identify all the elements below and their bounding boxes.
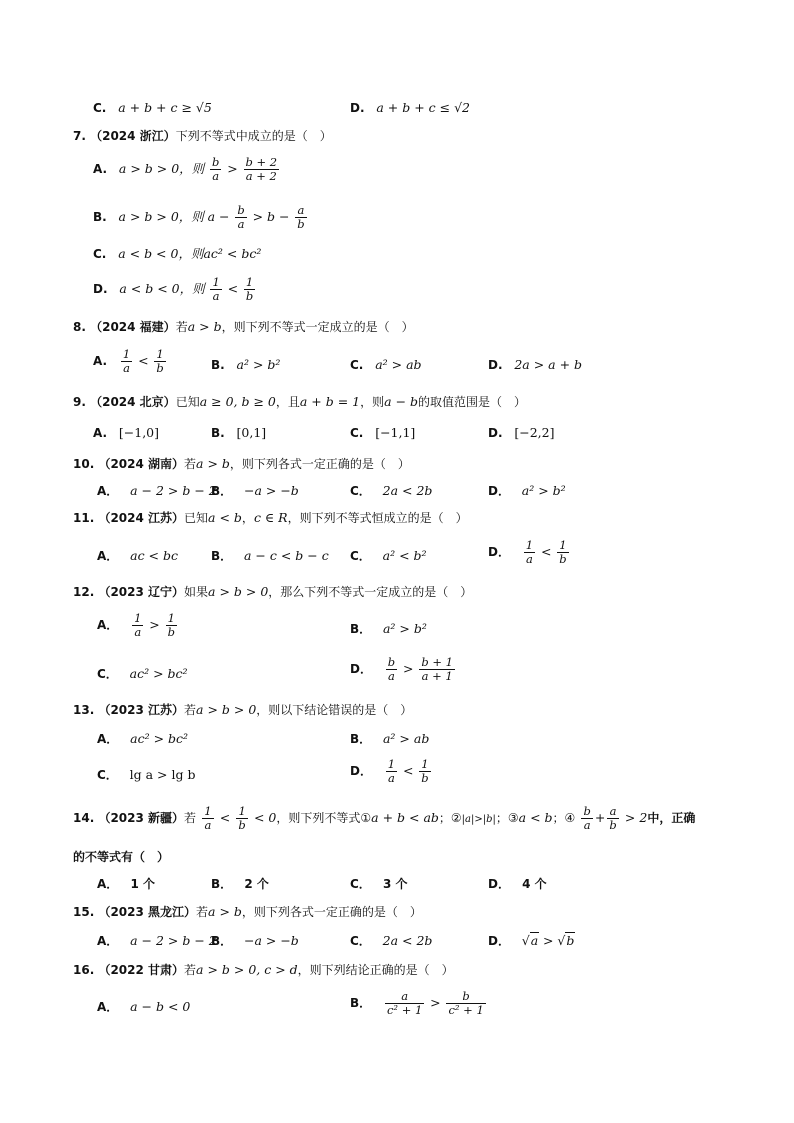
- option-label: D．: [488, 877, 510, 891]
- q14-option-a[interactable]: [97, 876, 155, 892]
- fraction: $\frac{b}{\text{c² + 1}}$: [448, 989, 484, 1017]
- option-expression: ac² > bc²: [129, 666, 188, 681]
- question-text: 若: [184, 457, 197, 471]
- fraction: $\frac{b}{a}$: [237, 203, 245, 231]
- question-source: （2022 甘肃）: [98, 963, 185, 977]
- option-expression: [−1,1]: [375, 425, 416, 440]
- fraction: $\frac{1}{a}$: [134, 611, 142, 639]
- q14-option-c[interactable]: [350, 876, 408, 892]
- q8-option-a[interactable]: [93, 348, 168, 375]
- question-text: 的取值范围是（ ）: [418, 395, 527, 409]
- fraction: $\frac{1}{b}$: [421, 757, 429, 785]
- question-text: ，则下列不等式恒成立的是（ ）: [287, 511, 468, 525]
- question-8-stem: [73, 319, 414, 335]
- option-label: C.: [93, 247, 107, 261]
- question-text: ；④: [552, 811, 576, 825]
- question-number: 14.: [73, 811, 95, 825]
- q7-option-b[interactable]: [93, 204, 309, 231]
- option-label: A．: [97, 732, 119, 746]
- question-text: 若: [184, 963, 197, 977]
- question-math: a > b > 0: [196, 702, 257, 717]
- q11-option-b[interactable]: [211, 548, 329, 564]
- option-label: C．: [97, 768, 118, 782]
- q15-option-d[interactable]: [488, 933, 575, 949]
- option-expression: a + b + c ≥ √5: [118, 100, 212, 115]
- question-math: a < b: [208, 510, 242, 525]
- question-12-stem: [73, 584, 472, 600]
- question-source: （2024 湖南）: [98, 457, 185, 471]
- fraction: $\frac{1}{b}$: [238, 804, 246, 832]
- fraction: $\frac{a}{b}$: [297, 203, 305, 231]
- q13-option-c[interactable]: [97, 767, 195, 783]
- relation: <: [540, 544, 552, 559]
- relation: <: [227, 281, 239, 296]
- q8-option-c[interactable]: [350, 357, 422, 373]
- option-expression: [0,1]: [236, 425, 267, 440]
- question-text: ，则下列结论正确的是（ ）: [297, 963, 454, 977]
- relation: >: [149, 617, 160, 632]
- question-text: ，则下列不等式一定成立的是（ ）: [221, 320, 414, 334]
- relation: > 2: [624, 810, 648, 825]
- sqrt-icon: √: [521, 933, 530, 948]
- q6-option-d[interactable]: [350, 100, 470, 116]
- option-label: D.: [488, 426, 503, 440]
- option-expression: 2a < 2b: [382, 933, 433, 948]
- q8-option-b[interactable]: [211, 357, 280, 373]
- relation: >: [543, 933, 554, 948]
- question-text: ，: [241, 511, 254, 525]
- option-text: 3 个: [383, 877, 408, 891]
- fraction: $\frac{b}{a}$: [387, 655, 396, 683]
- option-expression: 2a < 2b: [382, 483, 433, 498]
- option-label: A.: [93, 426, 108, 440]
- question-text: 已知: [184, 511, 209, 525]
- question-math: c ∈ R: [253, 510, 288, 525]
- option-condition: a < b < 0，则: [119, 281, 205, 296]
- fraction: $\frac{1}{b}$: [245, 275, 254, 303]
- statement-2: |a|>|b|: [461, 814, 496, 825]
- option-label: C.: [350, 426, 364, 440]
- q9-option-d[interactable]: [488, 425, 554, 441]
- option-label: D.: [350, 101, 365, 115]
- question-text: ，且: [275, 395, 300, 409]
- q13-option-b[interactable]: [350, 731, 429, 747]
- question-number: 11.: [73, 511, 95, 525]
- option-expression: a + b + c ≤ √2: [376, 100, 470, 115]
- option-label: C.: [93, 101, 107, 115]
- question-text: 如果: [184, 585, 209, 599]
- question-text: 已知: [175, 395, 200, 409]
- fraction: $\frac{a}{\text{c² + 1}}$: [386, 989, 423, 1017]
- option-label: B．: [350, 732, 372, 746]
- question-text: 若: [175, 320, 188, 334]
- radicand: a: [530, 933, 539, 948]
- option-text: 2 个: [244, 877, 269, 891]
- option-expression: 2a > a + b: [514, 357, 583, 372]
- q9-option-b[interactable]: [211, 425, 266, 441]
- option-label: B.: [93, 210, 107, 224]
- option-expression: ac² > bc²: [130, 731, 189, 746]
- question-math: a > b: [208, 904, 242, 919]
- question-source: （2024 浙江）: [90, 129, 176, 143]
- relation: >: [403, 661, 414, 676]
- question-text: 下列不等式中成立的是（ ）: [175, 129, 332, 143]
- question-text: 中，正确: [647, 811, 696, 825]
- option-label: A．: [97, 934, 119, 948]
- option-label: C．: [350, 549, 371, 563]
- option-label: D．: [488, 934, 510, 948]
- fraction: $\frac{1}{a}$: [122, 347, 131, 375]
- option-expression: −a > −b: [243, 483, 299, 498]
- question-text: ，则以下结论错误的是（ ）: [256, 703, 413, 717]
- option-label: C.: [350, 358, 364, 372]
- question-16-stem: [73, 962, 454, 978]
- sqrt-icon: √: [557, 933, 566, 948]
- option-label: B.: [211, 358, 225, 372]
- question-math: a > b: [187, 319, 222, 334]
- expression-part: a −: [207, 209, 230, 224]
- relation: <: [402, 763, 414, 778]
- fraction: $\frac{a}{b}$: [609, 804, 617, 832]
- question-number: 13.: [73, 703, 95, 717]
- option-expression: [−2,2]: [514, 425, 555, 440]
- q7-option-c[interactable]: [93, 246, 261, 262]
- option-label: B．: [350, 622, 372, 636]
- fraction: $\frac{1}{b}$: [167, 611, 175, 639]
- q11-option-d[interactable]: [488, 539, 571, 566]
- option-label: D．: [488, 484, 510, 498]
- q14-option-d[interactable]: [488, 876, 547, 892]
- q16-option-a[interactable]: [97, 999, 190, 1015]
- option-condition: a > b > 0，则: [118, 161, 205, 176]
- question-number: 12.: [73, 585, 95, 599]
- q7-option-a[interactable]: [93, 156, 281, 183]
- question-7-stem: [73, 128, 332, 144]
- q10-option-b[interactable]: [211, 483, 299, 499]
- option-expression: a² > b²: [521, 483, 566, 498]
- question-number: 7.: [73, 129, 86, 143]
- q12-option-a[interactable]: [97, 612, 179, 639]
- q13-option-a[interactable]: [97, 731, 188, 747]
- q13-option-d[interactable]: [350, 758, 433, 785]
- option-label: A．: [97, 877, 119, 891]
- option-label: C．: [350, 877, 371, 891]
- relation: +: [594, 810, 606, 825]
- question-text: ，则下列各式一定正确的是（ ）: [241, 905, 422, 919]
- option-label: D．: [350, 662, 372, 676]
- q7-option-d[interactable]: [93, 276, 257, 303]
- question-14-stem: [73, 805, 695, 832]
- relation: >: [430, 995, 441, 1010]
- question-text: ，则下列不等式①: [276, 811, 372, 825]
- question-math: a + b = 1: [299, 394, 361, 409]
- option-expression: a² > b²: [382, 621, 427, 636]
- q12-option-b[interactable]: [350, 621, 427, 637]
- question-number: 8.: [73, 320, 86, 334]
- option-expression: ac < bc: [130, 548, 179, 563]
- relation: <: [219, 810, 231, 825]
- option-label: B.: [211, 426, 225, 440]
- question-13-stem: [73, 702, 412, 718]
- question-source: （2024 福建）: [90, 320, 176, 334]
- option-expression: −a > −b: [243, 933, 299, 948]
- statement-3: a < b: [518, 810, 553, 825]
- option-label: A.: [93, 354, 108, 368]
- option-label: B．: [211, 484, 233, 498]
- option-expression: a − 2 > b − 2: [130, 483, 217, 498]
- fraction: $\frac{1}{a}$: [204, 804, 212, 832]
- q15-option-a[interactable]: [97, 933, 217, 949]
- option-label: A．: [97, 1000, 119, 1014]
- q12-option-c[interactable]: [97, 666, 188, 682]
- question-9-stem: [73, 394, 526, 410]
- option-expression: [−1,0]: [118, 425, 160, 440]
- fraction: $\frac{1}{b}$: [559, 538, 567, 566]
- relation: <: [138, 353, 149, 368]
- question-source: （2023 辽宁）: [98, 585, 185, 599]
- question-math: a > b > 0, c > d: [196, 962, 298, 977]
- fraction: $\frac{b + 2}{a + 2}$: [245, 155, 278, 183]
- option-expression: a − b < 0: [130, 999, 191, 1014]
- question-math: a > b > 0: [208, 584, 269, 599]
- fraction: $\frac{1}{b}$: [156, 347, 164, 375]
- option-condition: a > b > 0，则: [118, 209, 204, 224]
- fraction: $\frac{b + 1}{a + 1}$: [421, 655, 453, 683]
- q16-option-b[interactable]: [350, 990, 488, 1017]
- question-number: 15.: [73, 905, 95, 919]
- option-text: 1 个: [130, 877, 156, 891]
- question-11-stem: [73, 510, 468, 526]
- fraction: $\frac{1}{a}$: [212, 275, 220, 303]
- question-source: （2024 北京）: [90, 395, 176, 409]
- q15-option-c[interactable]: [350, 933, 432, 949]
- option-expression: a² > ab: [375, 357, 422, 372]
- option-label: A．: [97, 549, 119, 563]
- option-expression: a − 2 > b − 2: [130, 933, 217, 948]
- question-14-stem-line2: [73, 849, 169, 865]
- option-label: D．: [488, 545, 510, 559]
- q9-option-c[interactable]: [350, 425, 415, 441]
- option-label: C．: [350, 934, 371, 948]
- fraction: $\frac{1}{a}$: [525, 538, 534, 566]
- question-math: a ≥ 0, b ≥ 0: [199, 394, 276, 409]
- question-10-stem: [73, 456, 410, 472]
- q8-option-d[interactable]: [488, 357, 582, 373]
- question-text: 若: [196, 905, 209, 919]
- fraction: $\frac{b}{a}$: [211, 155, 220, 183]
- option-label: D．: [350, 764, 372, 778]
- option-expression: lg a > lg b: [129, 767, 196, 782]
- question-text: ；③: [495, 811, 519, 825]
- option-label: A．: [97, 618, 119, 632]
- question-source: （2023 黑龙江）: [98, 905, 197, 919]
- question-source: （2024 江苏）: [98, 511, 185, 525]
- q15-option-b[interactable]: [211, 933, 299, 949]
- option-label: A.: [93, 162, 108, 176]
- q12-option-d[interactable]: [350, 656, 457, 683]
- expression-part: > b −: [252, 209, 290, 224]
- option-expression: a² > ab: [382, 731, 430, 746]
- question-text: ，则下列各式一定正确的是（ ）: [229, 457, 410, 471]
- question-text: ，则: [360, 395, 385, 409]
- q6-option-c[interactable]: [93, 100, 212, 116]
- fraction: $\frac{b}{a}$: [583, 804, 591, 832]
- question-text: ；②: [438, 811, 462, 825]
- question-text: 若: [184, 703, 197, 717]
- relation: < 0: [253, 810, 277, 825]
- q11-option-c[interactable]: [350, 548, 427, 564]
- q11-option-a[interactable]: [97, 548, 178, 564]
- option-label: C．: [97, 667, 118, 681]
- q10-option-c[interactable]: [350, 483, 432, 499]
- q14-option-b[interactable]: [211, 876, 269, 892]
- q10-option-d[interactable]: [488, 483, 566, 499]
- question-15-stem: [73, 904, 422, 920]
- question-text: 的不等式有（ ）: [73, 850, 170, 864]
- q9-option-a[interactable]: [93, 425, 159, 441]
- q10-option-a[interactable]: [97, 483, 217, 499]
- question-number: 16.: [73, 963, 95, 977]
- question-text: ，那么下列不等式一定成立的是（ ）: [268, 585, 473, 599]
- option-text: 4 个: [522, 877, 547, 891]
- option-label: C．: [350, 484, 371, 498]
- option-label: D.: [93, 282, 108, 296]
- question-source: （2023 新疆）: [98, 811, 185, 825]
- option-label: B．: [211, 934, 233, 948]
- option-expression: a − c < b − c: [243, 548, 329, 563]
- relation: >: [227, 161, 238, 176]
- question-text: 若: [184, 811, 197, 825]
- option-expression: a² < b²: [382, 548, 427, 563]
- fraction: $\frac{1}{a}$: [387, 757, 396, 785]
- question-number: 9.: [73, 395, 86, 409]
- option-label: B．: [211, 877, 233, 891]
- question-number: 10.: [73, 457, 95, 471]
- radicand: b: [566, 933, 575, 948]
- option-label: B．: [350, 996, 372, 1010]
- question-math: a − b: [384, 394, 419, 409]
- question-math: a > b: [196, 456, 230, 471]
- option-expression: a < b < 0，则ac² < bc²: [118, 246, 262, 261]
- question-source: （2023 江苏）: [98, 703, 185, 717]
- option-label: A．: [97, 484, 119, 498]
- statement-1: a + b < ab: [371, 810, 439, 825]
- option-label: D.: [488, 358, 503, 372]
- option-expression: a² > b²: [236, 357, 281, 372]
- option-label: B．: [211, 549, 233, 563]
